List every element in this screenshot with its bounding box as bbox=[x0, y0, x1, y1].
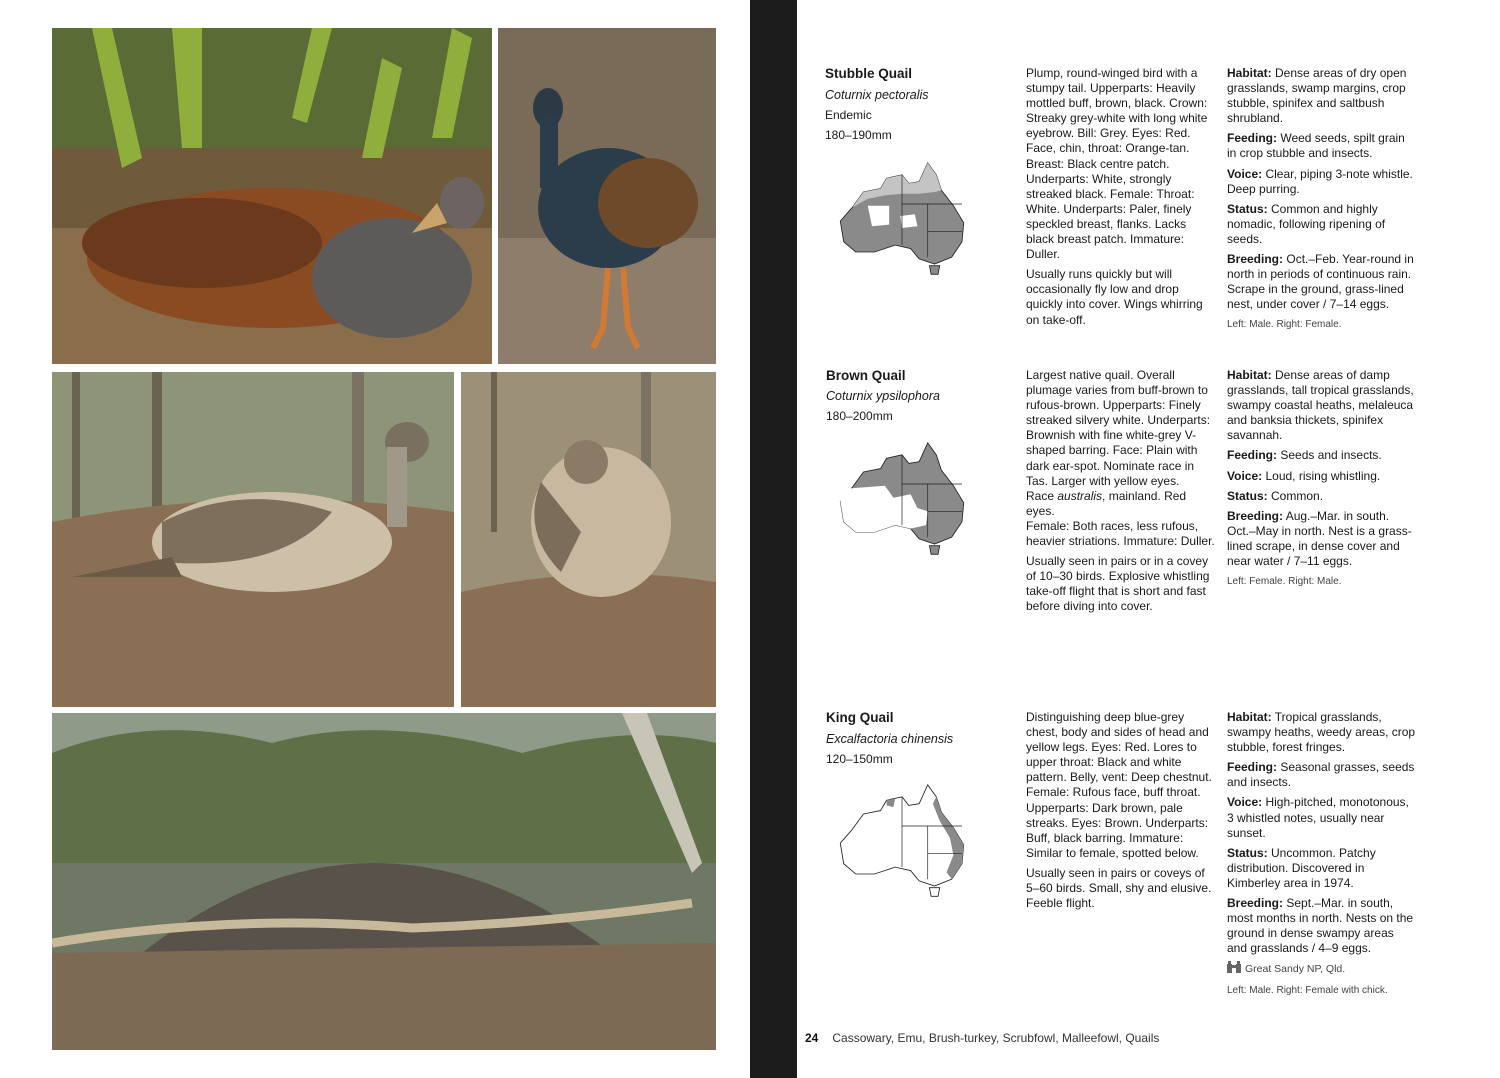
voice-entry: Voice: Clear, piping 3-note whistle. Deep purring. bbox=[1227, 166, 1413, 196]
photo-caption: Left: Male. Right: Female. bbox=[1227, 319, 1342, 331]
scientific-name-brown-quail: Coturnix ypsilophora bbox=[826, 389, 940, 403]
species-name-brown-quail: Brown Quail bbox=[826, 368, 906, 383]
description-brown-quail bbox=[1026, 368, 1216, 620]
scientific-name-stubble-quail: Coturnix pectoralis bbox=[825, 88, 929, 102]
description-paragraph: Distinguishing deep blue-grey chest, body and sides of head and yellow legs. Eyes: Red. Lores to upper throat: Black and white pattern. Belly, vent: Deep chestnut. Female: Rufous face, buff throat. Upperparts: Dark brown, pale streaks. Eyes: Brown. Underparts: Buff, black barring. Immature: Similar to female, spotted below. bbox=[1026, 710, 1212, 860]
description-stubble-quail bbox=[1026, 66, 1216, 333]
behaviour-paragraph: Usually seen in pairs or in a covey of 10–30 birds. Explosive whistling take-off flight that is short and fast before diving into cover. bbox=[1026, 554, 1210, 614]
details-king-quail bbox=[1227, 710, 1417, 998]
breeding-entry: Breeding: Aug.–Mar. in south. Oct.–May in north. Nest is a grass-lined scrape, in dense cover and near water / 7–11 eggs. bbox=[1227, 508, 1412, 569]
breeding-entry: Breeding: Oct.–Feb. Year-round in north in periods of continuous rain. Scrape in the ground, grass-lined nest, under cover / 7–14 eggs. bbox=[1227, 252, 1414, 312]
endemic-tag: Endemic bbox=[825, 108, 872, 122]
photo-orange-footed-scrubfowl bbox=[498, 28, 716, 364]
voice-entry: Voice: Loud, rising whistling. bbox=[1227, 468, 1381, 483]
page-number: 24 bbox=[805, 1031, 819, 1045]
binoculars-icon bbox=[1227, 961, 1241, 978]
page-footer bbox=[805, 1031, 1159, 1045]
range-map-brown-quail bbox=[822, 436, 982, 556]
behaviour-paragraph: Usually runs quickly but will occasionally fly low and drop quickly into cover. Wings whirring on take-off. bbox=[1026, 267, 1203, 327]
status-entry: Status: Uncommon. Patchy distribution. Discovered in Kimberley area in 1974. bbox=[1227, 845, 1376, 890]
photo-location: Great Sandy NP, Qld. bbox=[1227, 961, 1417, 978]
photo-brush-turkey-brooding bbox=[52, 28, 492, 364]
book-spine bbox=[750, 0, 797, 1078]
feeding-entry: Feeding: Seeds and insects. bbox=[1227, 448, 1382, 463]
section-title: Cassowary, Emu, Brush-turkey, Scrubfowl, Malleefowl, Quails bbox=[832, 1031, 1160, 1045]
details-stubble-quail bbox=[1227, 66, 1417, 333]
scientific-name-king-quail: Excalfactoria chinensis bbox=[826, 732, 954, 746]
species-name-stubble-quail: Stubble Quail bbox=[825, 66, 913, 81]
habitat-entry: Habitat: Tropical grasslands, swampy heaths, weedy areas, crop stubble, forest fringes. bbox=[1227, 710, 1416, 755]
range-map-stubble-quail bbox=[822, 156, 982, 276]
breeding-entry: Breeding: Sept.–Mar. in south, most months in north. Nests on the ground in dense swampy areas and grasslands / 4–9 eggs. bbox=[1227, 896, 1414, 956]
voice-entry: Voice: High-pitched, monotonous, 3 whistled notes, usually near sunset. bbox=[1227, 795, 1409, 840]
photo-caption: Left: Male. Right: Female with chick. bbox=[1227, 984, 1388, 996]
photo-malleefowl-front bbox=[461, 372, 716, 707]
description-paragraph: Largest native quail. Overall plumage varies from buff-brown to rufous-brown. Upperparts: Finely streaked silvery white. Underparts: Brownish with fine white-grey V-shaped barring. Face: Plain with dark ear-spot. Nominate race in Tas. Larger with yellow eyes. Race australis, mainland. Red eyes. Female: Both races, less rufous, heavier striations. Immature: Duller. bbox=[1026, 368, 1215, 549]
feeding-entry: Feeding: Weed seeds, spilt grain in crop stubble and insects. bbox=[1227, 131, 1405, 161]
range-map-king-quail bbox=[822, 778, 982, 898]
habitat-entry: Habitat: Dense areas of damp grasslands, tall tropical grasslands, swampy coastal heaths, melaleuca and banksia thickets, spinifex savannah. bbox=[1227, 368, 1414, 443]
feeding-entry: Feeding: Seasonal grasses, seeds and insects. bbox=[1227, 760, 1415, 790]
status-entry: Status: Common and highly nomadic, following ripening of seeds. bbox=[1227, 201, 1386, 246]
photo-malleefowl-side bbox=[52, 372, 454, 707]
photo-caption: Left: Female. Right: Male. bbox=[1227, 576, 1342, 588]
size-stubble-quail: 180–190mm bbox=[825, 128, 892, 142]
status-entry: Status: Common. bbox=[1227, 488, 1324, 503]
description-paragraph: Plump, round-winged bird with a stumpy tail. Upperparts: Heavily mottled buff, brown, black. Crown: Streaky grey-white with long white eyebrow. Bill: Grey. Eyes: Red. Face, chin, throat: Orange-tan. Breast: Black centre patch. Underparts: White, strongly streaked black. Female: Throat: White. Underparts: Paler, finely speckled breast, flanks. Lacks black breast patch. Immature: Duller. bbox=[1026, 66, 1208, 262]
photo-malleefowl-mound bbox=[52, 713, 716, 1050]
details-brown-quail bbox=[1227, 368, 1417, 589]
species-name-king-quail: King Quail bbox=[826, 710, 894, 725]
size-king-quail: 120–150mm bbox=[826, 752, 893, 766]
size-brown-quail: 180–200mm bbox=[826, 409, 893, 423]
description-king-quail bbox=[1026, 710, 1216, 916]
behaviour-paragraph: Usually seen in pairs or coveys of 5–60 birds. Small, shy and elusive. Feeble flight. bbox=[1026, 865, 1212, 911]
habitat-entry: Habitat: Dense areas of dry open grasslands, swamp margins, crop stubble, spinifex and saltbush shrubland. bbox=[1227, 66, 1407, 126]
